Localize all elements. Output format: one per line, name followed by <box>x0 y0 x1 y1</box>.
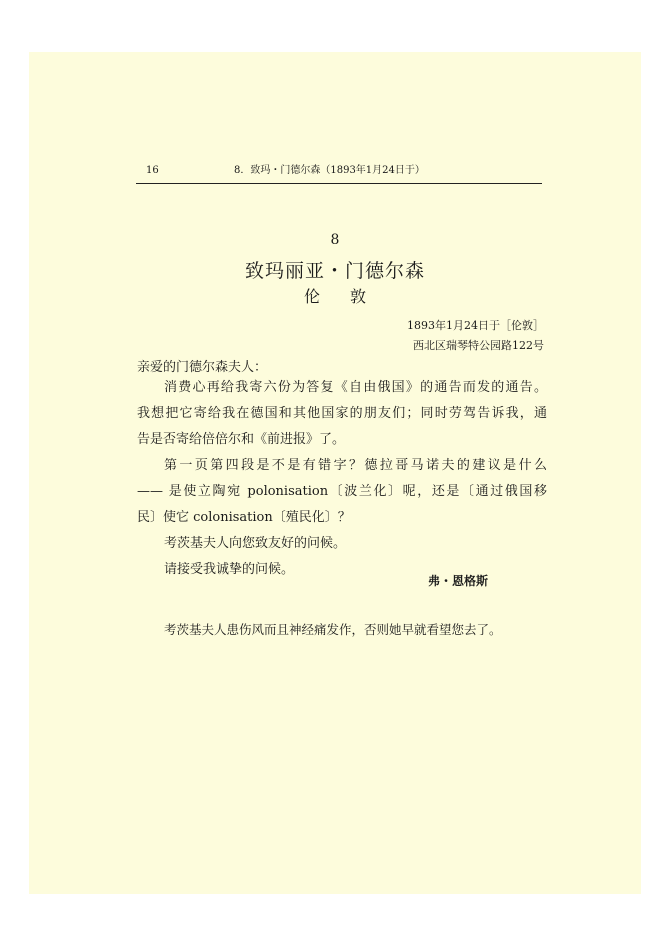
body-line: 我想把它寄给我在德国和其他国家的朋友们；同时劳驾告诉我，通 <box>137 406 547 421</box>
letter-date: 1893年1月24日于［伦敦］ <box>407 319 544 332</box>
body-line: 第一页第四段是不是有错字？德拉哥马诺夫的建议是什么 <box>164 458 547 473</box>
salutation-text: 亲爱的门德尔森夫人： <box>137 360 268 375</box>
signature: 弗・恩格斯 <box>428 574 489 588</box>
letter-title: 致玛丽亚・门德尔森 <box>244 260 425 282</box>
body-line: 告是否寄给倍倍尔和《前进报》了。 <box>137 432 346 447</box>
body-line: —— 是使立陶宛 polonisation〔波兰化〕呢，还是〔通过俄国移 <box>137 484 547 499</box>
letter-place: 伦敦 <box>303 287 396 306</box>
page-number: 16 <box>146 165 159 176</box>
footnote: 考茨基夫人患伤风而且神经痛发作，否则她早就看望您去了。 <box>164 622 502 637</box>
body-line: 请接受我诚挚的问候。 <box>164 562 295 577</box>
letter-body <box>137 375 547 583</box>
page-sheet <box>29 52 641 894</box>
body-line: 民〕使它 colonisation〔殖民化〕？ <box>137 510 351 525</box>
body-line: 考茨基夫人向您致友好的问候。 <box>164 536 347 551</box>
running-title: 8．致玛・门德尔森（1893年1月24日于） <box>234 165 425 176</box>
running-header <box>136 161 542 184</box>
letter-address: 西北区瑞琴特公园路122号 <box>413 339 544 352</box>
body-line: 消费心再给我寄六份为答复《自由俄国》的通告而发的通告。 <box>164 380 547 395</box>
letter-number: 8 <box>330 232 340 248</box>
